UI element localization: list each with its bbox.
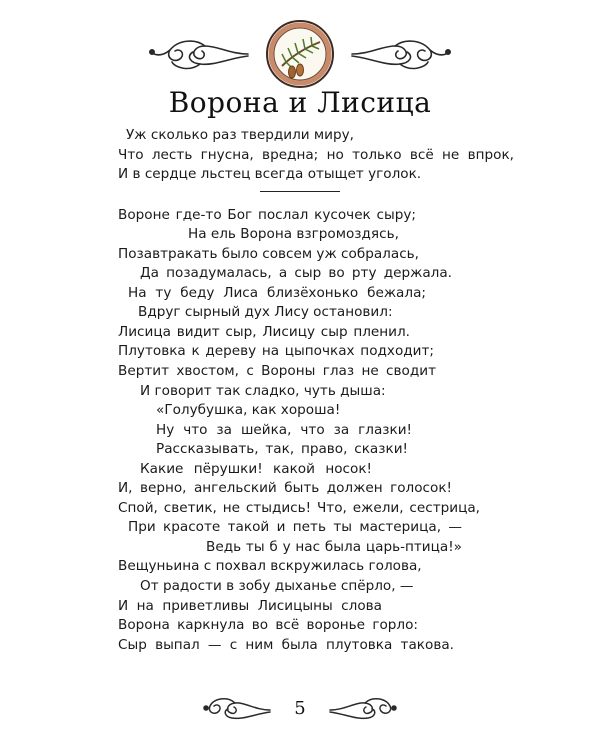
poem-line: И, верно, ангельский быть должен голосок! <box>118 480 452 497</box>
left-flourish-icon <box>150 41 248 68</box>
poem-line: Вороне где-то Бог послал кусочек сыру; <box>118 206 416 223</box>
right-flourish-icon <box>352 41 450 68</box>
poem-line: Уж сколько раз твердили миру, <box>126 127 354 143</box>
poem-line: Ворона каркнула во всё воронье горло: <box>118 617 418 634</box>
poem-line: «Голубушка, как хороша! <box>156 402 341 419</box>
poem-line: Что лесть гнусна, вредна; но только всё не впрок, <box>118 146 514 163</box>
poem-line: От радости в зобу дыханье спёрло, — <box>140 578 414 595</box>
page-number: 5 <box>294 698 306 719</box>
poem-line: Рассказывать, так, право, сказки! <box>156 441 408 458</box>
poem-line: Какие пёрушки! какой носок! <box>140 460 372 477</box>
page-title: Ворона и Лисица <box>168 86 432 119</box>
header-ornament <box>0 16 600 92</box>
fir-branch-icon <box>267 21 333 87</box>
poem-line: Ведь ты б у нас была царь-птица!» <box>206 538 462 555</box>
poem-line: На ель Ворона взгромоздясь, <box>188 226 399 243</box>
poem-line: При красоте такой и петь ты мастерица, — <box>128 519 462 536</box>
poem-line: Лисица видит сыр, Лисицу сыр пленил. <box>118 323 410 340</box>
poem-line: Вертит хвостом, с Вороны глаз не сводит <box>118 363 436 380</box>
stanza-divider <box>260 191 340 192</box>
poem-line: Плутовка к дереву на цыпочках подходит; <box>118 343 434 360</box>
poem-line: На ту беду Лиса близёхонько бежала; <box>128 284 426 301</box>
poem-line: И говорит так сладко, чуть дыша: <box>140 382 386 399</box>
poem-line: И в сердце льстец всегда отыщет уголок. <box>118 166 422 183</box>
footer-right-flourish-icon <box>330 699 396 719</box>
poem-line: Сыр выпал — с ним была плутовка такова. <box>118 636 454 653</box>
footer-left-flourish-icon <box>204 699 270 719</box>
poem-line: Позавтракать было совсем уж собралась, <box>118 245 420 262</box>
poem-line: Вдруг сырный дух Лису остановил: <box>138 304 393 321</box>
poem-line: И на приветливы Лисицыны слова <box>118 597 382 614</box>
poem-line: Да позадумалась, а сыр во рту держала. <box>140 265 452 282</box>
poem-line: Спой, светик, не стыдись! Что, ежели, сестрица, <box>118 499 480 516</box>
poem-line: Вещуньина с похвал вскружилась голова, <box>118 558 422 575</box>
poem-line: Ну что за шейка, что за глазки! <box>156 421 412 438</box>
poem-text <box>118 126 518 655</box>
